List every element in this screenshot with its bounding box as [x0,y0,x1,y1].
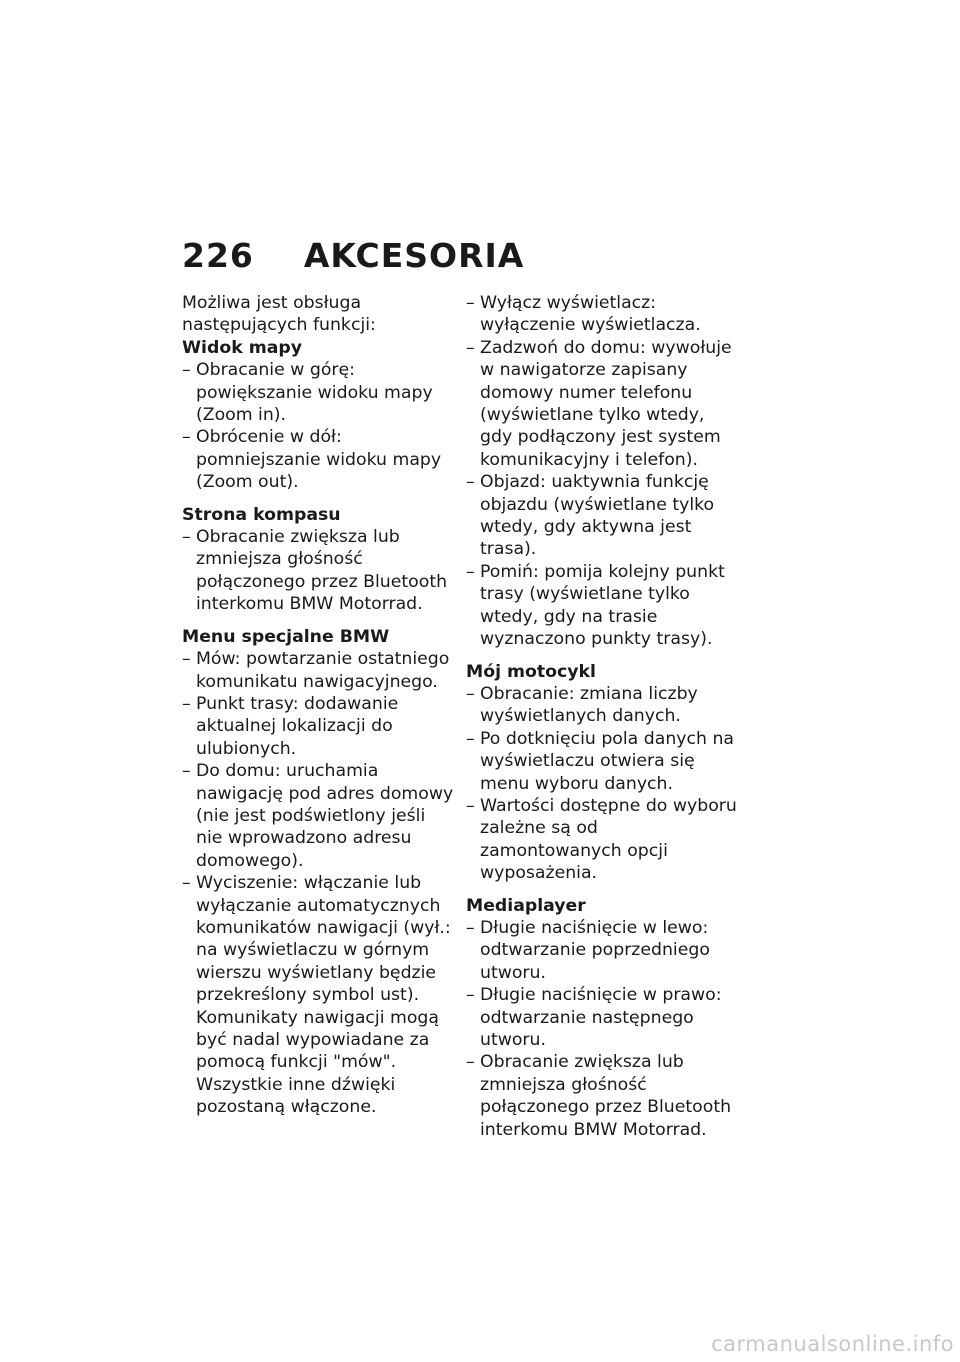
list-item: – Po dotknięciu pola danych na wyświetlaczu otwiera się menu wyboru danych. [466,728,741,795]
list-item: – Wyciszenie: włączanie lub wyłączanie automatycznych komunikatów nawigacji (wył.: na wyświetlaczu w górnym wierszu wyświetlany będzie przekreślony symbol ust). Komunikaty nawigacji mogą być nadal wypowiadane za pomocą funkcji "mów". Wszystkie inne dźwięki pozostaną włączone. [182,872,454,1118]
list-item: – Obrócenie w dół: pomniejszanie widoku mapy (Zoom out). [182,426,454,493]
list-item: – Punkt trasy: dodawanie aktualnej lokalizacji do ulubionych. [182,693,454,760]
chapter-title: AKCESORIA [303,236,525,275]
item-list [466,917,741,1141]
section-compass [182,504,454,616]
item-list [182,648,454,1119]
section-heading: Menu specjalne BMW [182,626,390,647]
list-item: – Długie naciśnięcie w prawo: odtwarzanie następnego utworu. [466,984,741,1051]
list-item: – Długie naciśnięcie w lewo: odtwarzanie poprzedniego utworu. [466,917,741,984]
list-item: – Zadzwoń do domu: wywołuje w nawigatorze zapisany domowy numer telefonu (wyświetlane tylko wtedy, gdy podłączony jest system komunikacyjny i telefon). [466,337,741,471]
list-item: – Wartości dostępne do wyboru zależne są od zamontowanych opcji wyposażenia. [466,795,741,885]
section-heading: Widok mapy [182,337,303,358]
list-item: – Do domu: uruchamia nawigację pod adres domowy (nie jest podświetlony jeśli nie wprowadzono adresu domowego). [182,760,454,872]
section-heading: Mediaplayer [466,895,586,916]
item-list [182,526,454,616]
list-item: – Obracanie w górę: powiększanie widoku mapy (Zoom in). [182,359,454,426]
section-heading: Strona kompasu [182,504,341,525]
section-map-view [182,337,454,494]
section-heading: Mój motocykl [466,661,596,682]
right-column [466,292,741,1141]
list-item: – Obracanie zwiększa lub zmniejsza głośność połączonego przez Bluetooth interkomu BMW Motorrad. [182,526,454,616]
section-my-motorcycle [466,661,741,885]
item-list [182,359,454,493]
list-item: – Wyłącz wyświetlacz: wyłączenie wyświetlacza. [466,292,741,337]
list-item: – Objazd: uaktywnia funkcję objazdu (wyświetlane tylko wtedy, gdy aktywna jest trasa). [466,471,741,561]
item-list [466,683,741,885]
left-column [182,292,454,1119]
lead-item-list [466,292,741,651]
page-number: 226 [182,236,254,275]
list-item: – Obracanie zwiększa lub zmniejsza głośność połączonego przez Bluetooth interkomu BMW Motorrad. [466,1051,741,1141]
list-item: – Obracanie: zmiana liczby wyświetlanych danych. [466,683,741,728]
intro-text: Możliwa jest obsługa następujących funkcji: [182,293,376,336]
watermark-text: carmanualsonline.info [711,1332,954,1356]
list-item: – Pomiń: pomija kolejny punkt trasy (wyświetlane tylko wtedy, gdy na trasie wyznaczono punkty trasy). [466,561,741,651]
section-special-menu [182,626,454,1119]
page-header [182,236,524,275]
section-mediaplayer [466,895,741,1141]
list-item: – Mów: powtarzanie ostatniego komunikatu nawigacyjnego. [182,648,454,693]
